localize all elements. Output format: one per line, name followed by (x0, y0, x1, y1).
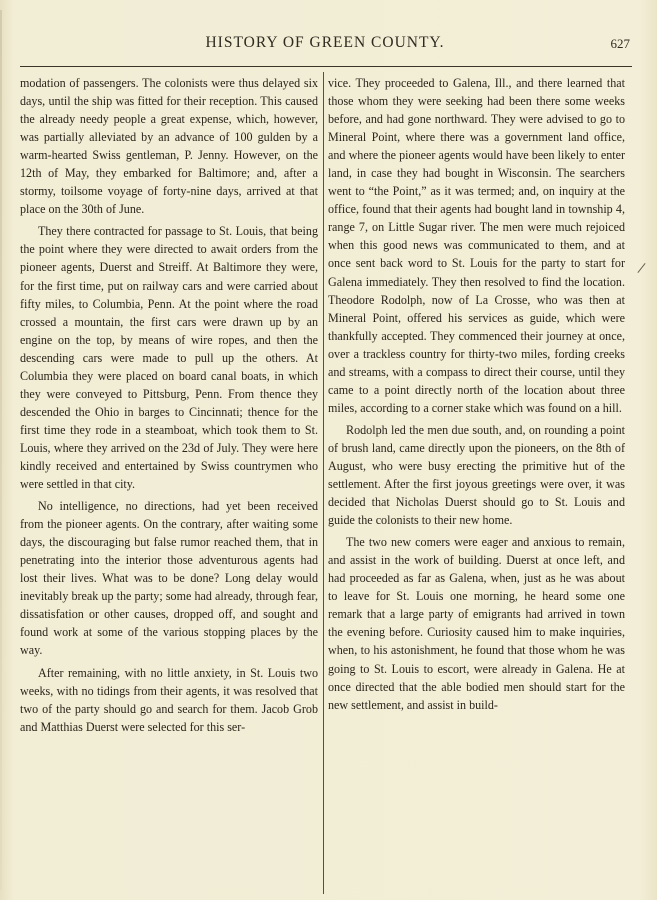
left-paragraph-1: modation of passengers. The colonists were thus delayed six days, until the ship was fitted for their reception. This caused the already needy people a great expense, which, however, was partially alleviated by an advance of 100 gulden by a warm-hearted Swiss gentleman, P. Jenny. However, on the 12th of May, they embarked for Baltimore; and, after a stormy, toilsome voyage of forty-nine days, arrived at that place on the 30th of June. (20, 76, 318, 217)
right-column (328, 74, 625, 714)
page-edge-shadow (0, 10, 2, 890)
column-divider (323, 72, 324, 894)
right-paragraph-1: vice. They proceeded to Galena, Ill., and there learned that those whom they were seeking had been there some weeks before, and had gone northward. They were advised to go to Mineral Point, where there was a government land office, and where the pioneer agents would have been likely to enter land, in case they had bought in Wisconsin. The searchers went to “the Point,” as it was termed; and, on inquiry at the office, found that their agents had bought land in township 4, range 7, on Little Sugar river. The men were much rejoiced when this good news was communicated to them, and at once sent back word to St. Louis for the party to start for Galena immediately. They then resolved to find the location. Theodore Rodolph, now of La Crosse, who was then at Mineral Point, offered his services as guide, which were thankfully accepted. They commenced their journey at once, over a trackless country for thirty-two miles, fording creeks and streams, with a compass to direct their course, until they came to a point directly north of the location about three miles, according to a corner stake which was found on a hill. (328, 76, 625, 415)
page-header (20, 34, 630, 56)
running-title: HISTORY OF GREEN COUNTY. (205, 34, 445, 51)
left-column (20, 74, 318, 736)
margin-pencil-mark (637, 263, 645, 273)
left-paragraph-3: No intelligence, no directions, had yet been received from the pioneer agents. On the contrary, after waiting some days, the discouraging but false rumor reached them, that in penetrating into the interior those adventurous agents had lost their lives. What was to be done? Long delay would inevitably break up the party; some had already, through fear, dissatisfation or other causes, dropped off, and sought and found work at some of the various stopping places by the way. (20, 499, 318, 658)
header-rule (20, 66, 632, 67)
left-paragraph-2: They there contracted for passage to St. Louis, that being the point where they were directed to await orders from the pioneer agents, Duerst and Streiff. At Baltimore they were, for the first time, put on railway cars and were carried about fifty miles, to Columbia, Penn. At the point where the road crossed a mountain, the first cars were drawn up by an engine on the top, by means of wire ropes, and then the descending cars were made to pull up the others. At Columbia they were placed on board canal boats, in which they were conveyed to Pittsburg, Penn. From thence they descended the Ohio in barges to Cincinnati; thence for the first time they rode in a steamboat, which took them to St. Louis, where they arrived on the 23d of July. They were here kindly received and entertained by Swiss countrymen who were settled in that city. (20, 224, 318, 492)
right-paragraph-3: The two new comers were eager and anxious to remain, and assist in the work of building. Duerst at once left, and had proceeded as far as Galena, when, just as he was about to leave for St. Louis one morning, he heard some one remark that a large party of emigrants had arrived in town the evening before. Curiosity caused him to make inquiries, when, to his astonishment, he found that those whom he was going to St. Louis to escort, were already in Galena. He at once directed that the able bodied men should start for the new settlement, and assist in build- (328, 535, 625, 712)
left-paragraph-4: After remaining, with no little anxiety, in St. Louis two weeks, with no tidings from their agents, it was resolved that two of the party should go and search for them. Jacob Grob and Matthias Duerst were selected for this ser- (20, 665, 318, 734)
page-number: 627 (610, 36, 630, 51)
right-paragraph-2: Rodolph led the men due south, and, on rounding a point of brush land, came directly upon the pioneers, on the 8th of August, who were busy erecting the primitive hut of the settlement. After the first joyous greetings were over, it was decided that Nicholas Duerst should go to St. Louis and guide the colonists to their new home. (328, 422, 625, 528)
